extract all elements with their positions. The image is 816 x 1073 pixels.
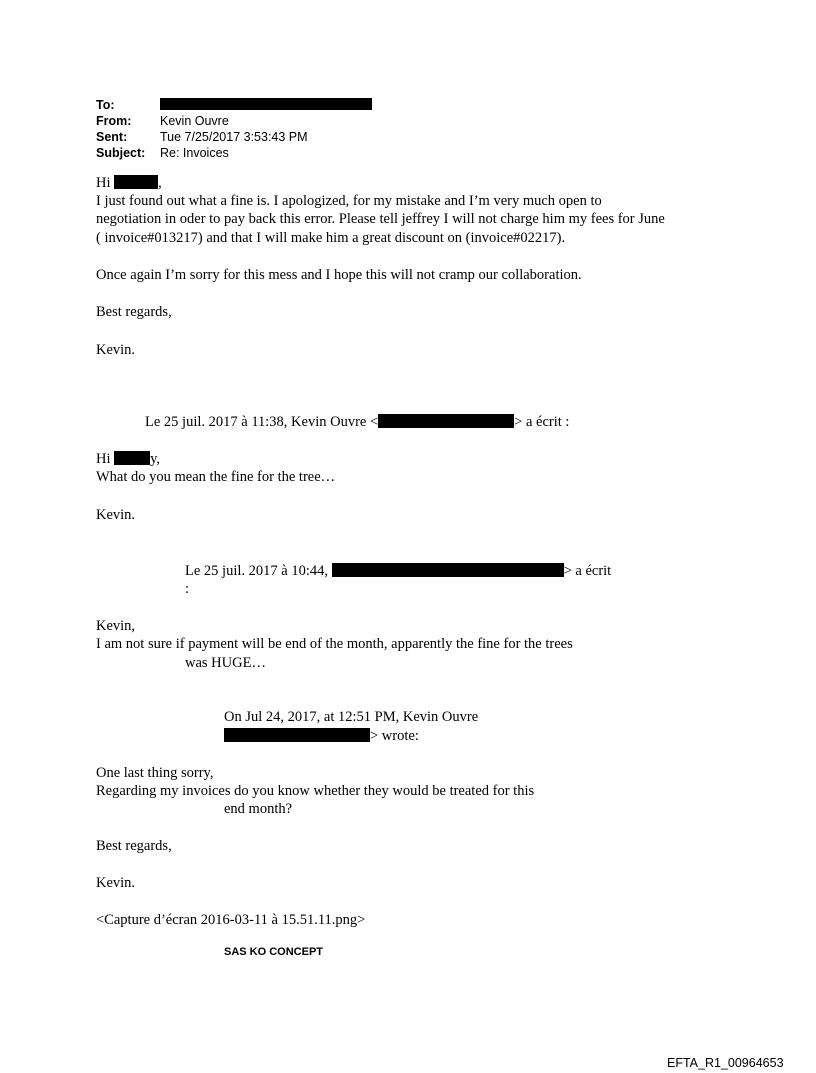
msg3-attribution-colon: : <box>185 581 190 597</box>
redaction-block <box>160 98 372 110</box>
msg3-line1: I am not sure if payment will be end of the month, apparently the fine for the trees <box>96 636 573 652</box>
msg1-para2: Once again I’m sorry for this mess and I hope this will not cramp our collaboration. <box>96 267 582 283</box>
company-name: SAS KO CONCEPT <box>224 946 324 958</box>
msg3-greeting: Kevin, <box>96 618 136 634</box>
redaction-block <box>224 728 370 742</box>
msg4-closing: Best regards, <box>96 838 172 854</box>
redaction-block <box>332 563 564 577</box>
attribution-text: Le 25 juil. 2017 à 11:38, Kevin Ouvre < <box>145 414 379 430</box>
msg4-attribution-line2 <box>224 727 419 745</box>
msg2-attribution <box>145 413 569 431</box>
sent-value: Tue 7/25/2017 3:53:43 PM <box>160 130 308 144</box>
subject-label: Subject: <box>96 146 146 160</box>
msg1-line1: I just found out what a fine is. I apologized, for my mistake and I’m very much open to <box>96 193 602 209</box>
msg3-line2: was HUGE… <box>185 655 266 671</box>
greeting-text: Hi <box>96 451 115 467</box>
msg2-signature: Kevin. <box>96 507 136 523</box>
msg1-greeting <box>96 174 162 192</box>
msg4-line2: Regarding my invoices do you know whether they would be treated for this <box>96 783 535 799</box>
subject-row <box>96 145 496 161</box>
greeting-punct: , <box>158 175 162 191</box>
from-label: From: <box>96 114 132 128</box>
msg1-line3: ( invoice#013217) and that I will make him a great discount on (invoice#02217). <box>96 230 566 246</box>
from-row <box>96 113 496 129</box>
redaction-block <box>378 414 514 428</box>
msg1-closing: Best regards, <box>96 304 172 320</box>
attribution-text: Le 25 juil. 2017 à 10:44, <box>185 563 332 579</box>
sent-row <box>96 129 496 145</box>
msg3-attribution <box>185 562 611 580</box>
email-header <box>96 97 496 161</box>
greeting-text: Hi <box>96 175 115 191</box>
attribution-suffix: > a écrit : <box>514 414 570 430</box>
msg1-line2: negotiation in oder to pay back this error. Please tell jeffrey I will not charge him my fees for June <box>96 211 665 227</box>
greeting-punct: y, <box>150 451 161 467</box>
attribution-suffix: > a écrit <box>563 563 612 579</box>
to-row <box>96 97 496 113</box>
redaction-block <box>114 175 158 189</box>
msg2-greeting <box>96 450 160 468</box>
sent-label: Sent: <box>96 130 128 144</box>
from-value: Kevin Ouvre <box>160 114 229 128</box>
msg4-attachment: <Capture d’écran 2016-03-11 à 15.51.11.png> <box>96 912 366 928</box>
msg4-signature: Kevin. <box>96 875 136 891</box>
msg1-signature: Kevin. <box>96 342 136 358</box>
attribution-suffix: > wrote: <box>370 728 419 744</box>
msg2-body: What do you mean the fine for the tree… <box>96 469 336 485</box>
msg4-attribution-line1: On Jul 24, 2017, at 12:51 PM, Kevin Ouvre <box>224 709 479 725</box>
to-label: To: <box>96 98 115 112</box>
redaction-block <box>114 451 150 465</box>
bates-number: EFTA_R1_00964653 <box>667 1056 784 1070</box>
subject-value: Re: Invoices <box>160 146 229 160</box>
msg4-line3: end month? <box>224 801 293 817</box>
msg4-line1: One last thing sorry, <box>96 765 214 781</box>
